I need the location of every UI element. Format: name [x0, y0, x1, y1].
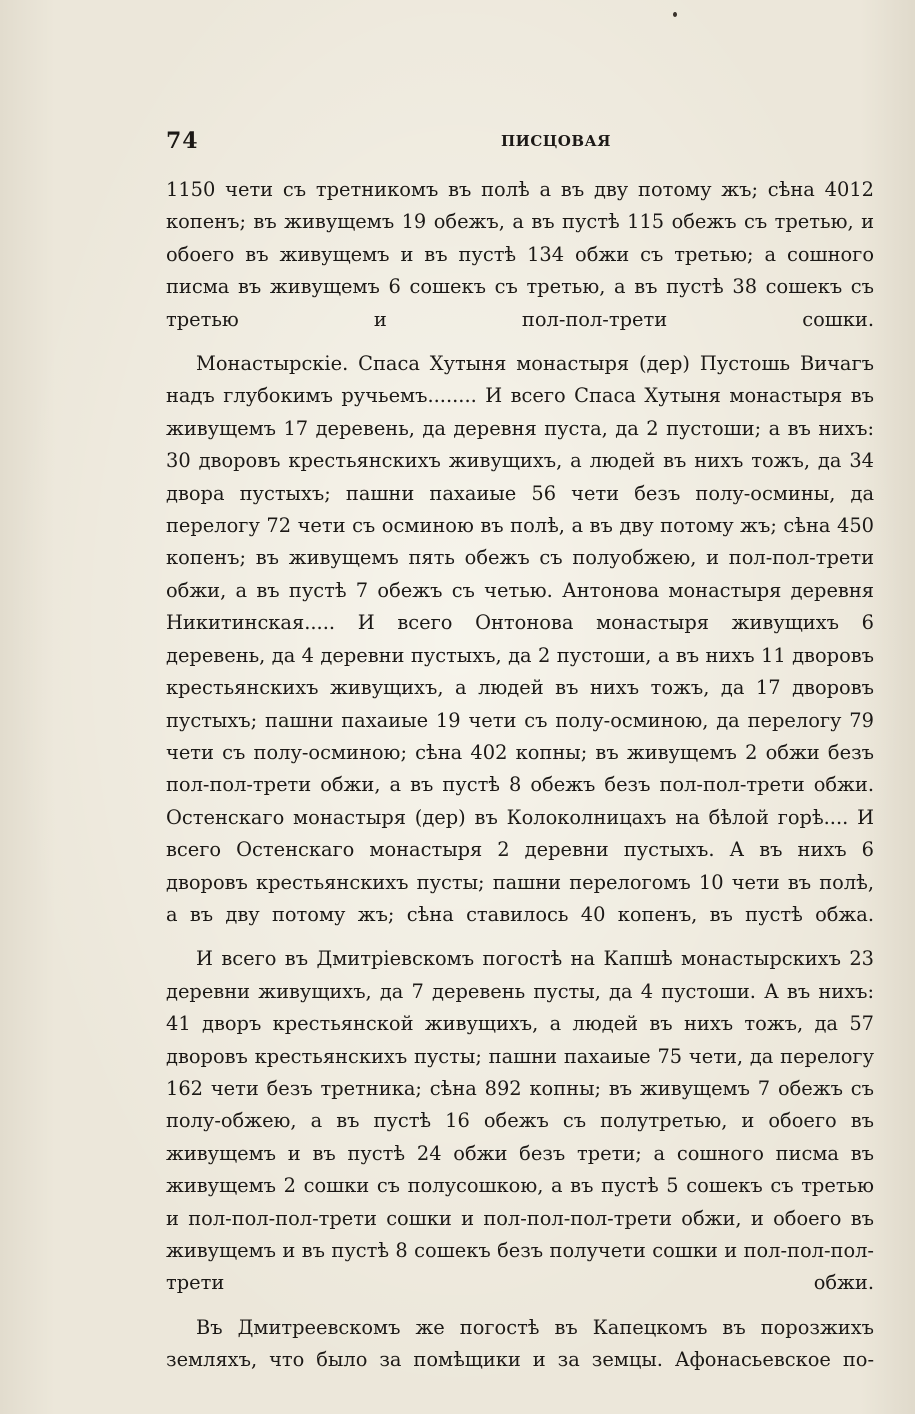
ink-speck [673, 12, 677, 17]
paragraph-4: Въ Дмитреевскомъ же погостѣ въ Капецкомъ въ порозжихъ земляхъ, что было за помѣщики и за земцы. Афонасьевское по- [166, 1315, 874, 1372]
paragraph-1: 1150 чети съ третникомъ въ полѣ а въ дву потому жъ; сѣна 4012 копенъ; въ живущемъ 19 обежъ, а въ пустѣ 115 обежъ съ третью, и обоего въ живущемъ и въ пустѣ 134 обжи съ третью; а сошного писма въ живущемъ 6 сошекъ съ третью, а въ пустѣ 38 сошекъ съ третью и пол-пол-трети сошки. [166, 178, 874, 331]
running-head: ПИСЦОВАЯ [501, 132, 611, 150]
paragraph-3: И всего въ Дмитріевскомъ погостѣ на Капшѣ монастырскихъ 23 деревни живущихъ, да 7 деревень пусты, да 4 пустоши. А въ нихъ: 41 дворъ крестьянской живущихъ, а людей въ нихъ тожъ, да 57 дворовъ крестьянскихъ пусты; пашни пахаиые 75 чети, да перелогу 162 чети безъ третника; сѣна 892 копны; въ живущемъ 7 обежъ съ полу-обжею, а въ пустѣ 16 обежъ съ полутретью, и обоего въ живущемъ и въ пустѣ 24 обжи безъ трети; а сошного писма въ живущемъ 2 сошки съ полусошкою, а въ пустѣ 5 сошекъ съ третью и пол-пол-пол-трети сошки и пол-пол-пол-трети обжи, и обоего въ живущемъ и въ пустѣ 8 сошекъ безъ получети сошки и пол-пол-пол-трети обжи. [166, 947, 874, 1295]
paragraph-2: Монастырскіе. Спаса Хутыня монастыря (дер) Пустошь Вичагъ надъ глубокимъ ручьемъ........ И всего Спаса Хутыня монастыря въ живущемъ 17 деревень, да деревня пуста, да 2 пустоши; а въ нихъ: 30 дворовъ крестьянскихъ живущихъ, а людей въ нихъ тожъ, да 34 двора пустыхъ; пашни пахаиые 56 чети безъ полу-осмины, да перелогу 72 чети съ осминою въ полѣ, а въ дву потому жъ; сѣна 450 копенъ; въ живущемъ пять обежъ съ полуобжею, и пол-пол-трети обжи, а въ пустѣ 7 обежъ съ четью. Антонова монастыря деревня Никитинская..... И всего Онтонова монастыря живущихъ 6 деревень, да 4 деревни пустыхъ, да 2 пустоши, а въ нихъ 11 дворовъ крестьянскихъ живущихъ, а людей въ нихъ тожъ, да 17 дворовъ пустыхъ; пашни пахаиые 19 чети съ полу-осминою, да перелогу 79 чети съ полу-осминою; сѣна 402 копны; въ живущемъ 2 обжи безъ пол-пол-трети обжи, а въ пустѣ 8 обежъ безъ пол-пол-трети обжи. Остенскаго монастыря (дер) въ Колоколницахъ на бѣлой горѣ.... И всего Остенскаго монастыря 2 деревни пустыхъ. А въ нихъ 6 дворовъ крестьянскихъ пусты; пашни перелогомъ 10 чети въ полѣ, а въ дву потому жъ; сѣна ставилось 40 копенъ, въ пустѣ обжа. [166, 352, 874, 926]
page-number: 74 [166, 128, 199, 154]
page-header [166, 128, 874, 154]
body-text [166, 174, 874, 1377]
